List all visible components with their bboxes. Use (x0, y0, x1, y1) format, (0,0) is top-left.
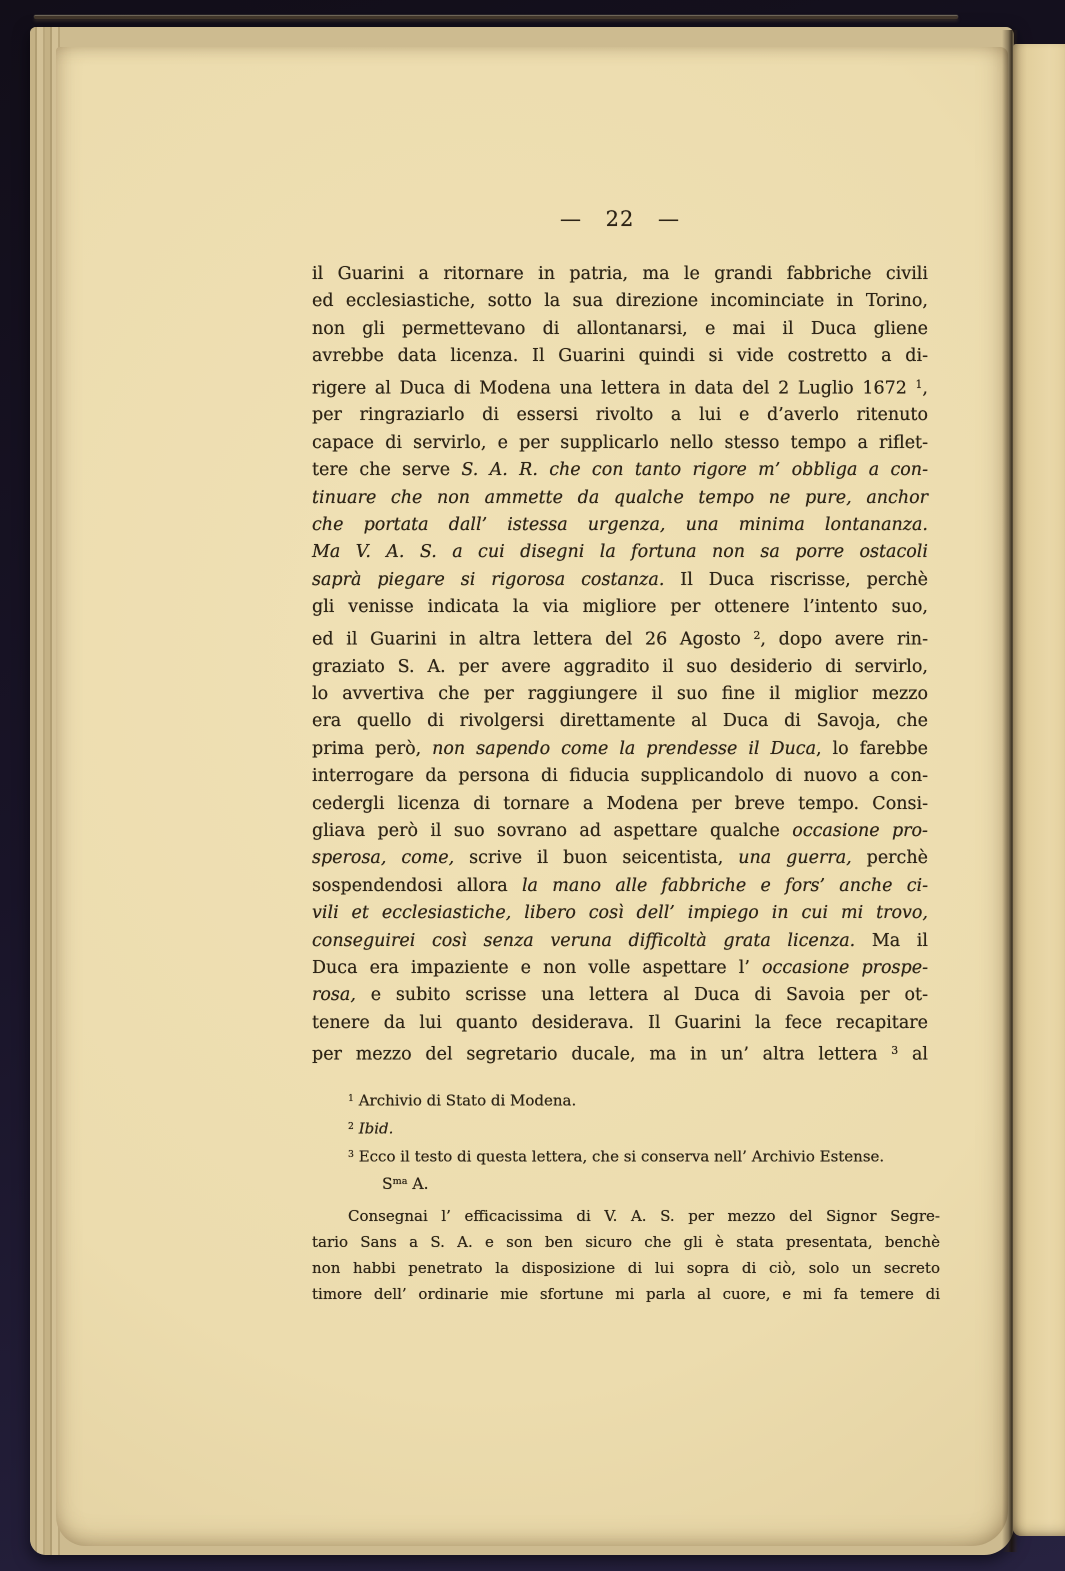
text-segment: perchè (851, 848, 928, 869)
text-segment: tenere da lui quanto desiderava. Il Guarini la fece recapitare (312, 1012, 928, 1033)
text-segment: non habbi penetrato la disposizione di lui sopra di ciò, solo un secreto (312, 1259, 940, 1277)
text-line (312, 1037, 928, 1069)
text-line (312, 261, 928, 288)
body-text (312, 261, 928, 1069)
text-segment: Ecco il testo di questa lettera, che si conserva nell’ Archivio Estense. (353, 1147, 885, 1166)
text-segment: , dopo avere rin- (760, 629, 928, 650)
text-line (312, 539, 928, 566)
text-line (312, 818, 928, 845)
text-line (312, 873, 928, 900)
text-segment: gli venisse indicata la via migliore per ottenere l’intento suo, (312, 597, 928, 618)
text-line (312, 457, 928, 484)
text-segment: la mano alle fabbriche e fors’ anche ci- (521, 875, 929, 896)
text-segment: interrogare da persona di fiducia supplicandolo di nuovo a con- (312, 766, 928, 787)
text-line (312, 900, 928, 927)
text-segment: ed il Guarini in altra lettera del 26 Agosto (312, 629, 754, 650)
text-segment: non gli permettevano di allontanarsi, e mai il Duca gliene (312, 318, 928, 339)
text-line (312, 681, 928, 708)
text-segment: vili et ecclesiastiche, libero così dell’ impiego in cui mi trovo, (312, 903, 928, 924)
text-segment: Ma il (855, 930, 928, 951)
text-segment: Consegnai l’ efficacissima di V. A. S. per mezzo del Signor Segre- (348, 1207, 940, 1225)
text-segment: per ringraziarlo di essersi rivolto a lui e d’averlo ritenuto (312, 405, 928, 426)
page-number: — 22 — (559, 207, 681, 231)
text-segment: Ibid. (358, 1119, 394, 1138)
text-line (312, 371, 928, 403)
text-segment: lo avvertiva che per raggiungere il suo fine il miglior mezzo (312, 683, 928, 704)
text-line (312, 622, 928, 654)
text-line (312, 402, 928, 429)
text-line (312, 512, 928, 539)
text-segment: una guerra, (738, 848, 852, 869)
text-segment: capace di servirlo, e per supplicarlo nello stesso tempo a riflet- (312, 432, 928, 453)
superscript: 3 (891, 1044, 899, 1058)
text-segment: sperosa, come, (312, 848, 455, 869)
letter-salutation (312, 1175, 940, 1193)
text-segment: ed ecclesiastiche, sotto la sua direzione incominciate in Torino, (312, 291, 928, 312)
text-line (312, 485, 928, 512)
text-segment: , lo farebbe (816, 738, 929, 759)
text-segment: cedergli licenza di tornare a Modena per breve tempo. Consi- (312, 793, 928, 814)
text-line (312, 1281, 940, 1307)
text-segment: e subito scrisse una lettera al Duca di Savoia per ot- (355, 985, 928, 1006)
superscript: 2 (348, 1121, 354, 1133)
superscript: 1 (348, 1093, 354, 1104)
footnotes (312, 1086, 940, 1170)
text-line (312, 736, 928, 763)
text-segment: rosa, (312, 985, 356, 1006)
text-segment: Ma V. A. S. a cui disegni la fortuna non sa porre ostacoli (312, 542, 928, 563)
text-line (312, 343, 928, 370)
text-line (312, 288, 928, 315)
text-segment: che portata dall’ istessa urgenza, una minima lontananza. (312, 515, 928, 536)
text-segment: avrebbe data licenza. Il Guarini quindi si vide costretto a di- (312, 346, 928, 367)
superscript: 1 (915, 377, 923, 391)
text-segment: sospendendosi allora (312, 875, 522, 896)
text-segment: tere che serve (312, 460, 462, 481)
text-line (312, 845, 928, 872)
text-line (312, 1142, 940, 1170)
text-line (312, 1010, 928, 1037)
text-segment: conseguirei così senza veruna difficoltà grata licenza. (312, 930, 856, 951)
superscript: 3 (348, 1149, 354, 1161)
text-segment: Archivio di Stato di Modena. (353, 1091, 577, 1110)
text-line (312, 1255, 940, 1281)
text-line (312, 955, 928, 982)
superscript: 2 (753, 628, 761, 642)
text-segment: occasione prospe- (762, 958, 928, 978)
text-segment: tinuare che non ammette da qualche tempo ne pure, anchor (312, 487, 928, 508)
text-segment: il Guarini a ritornare in patria, ma le grandi fabbriche civili (312, 264, 928, 284)
underlying-page-edge (34, 16, 958, 19)
page-sheet (56, 47, 1008, 1546)
text-segment: S. A. R. che con tanto rigore m’ obbliga a con- (461, 460, 928, 481)
text-segment: era quello di rivolgersi direttamente al Duca di Savoja, che (312, 711, 928, 732)
text-line (312, 1203, 940, 1229)
text-line (312, 708, 928, 735)
text-line (312, 1114, 940, 1142)
letter-body (312, 1203, 940, 1307)
facing-page-edge (1013, 44, 1065, 1536)
text-line (312, 654, 928, 681)
text-line (312, 594, 928, 621)
text-line (312, 791, 928, 818)
text-segment: al (898, 1044, 928, 1065)
text-line (312, 763, 928, 790)
text-segment: non sapendo come la prendesse il Duca (432, 738, 817, 759)
text-segment: tario Sans a S. A. e son ben sicuro che gli è stata presentata, benchè (312, 1233, 940, 1251)
text-line (312, 567, 928, 594)
text-segment: per mezzo del segretario ducale, ma in un’ altra lettera (312, 1044, 892, 1065)
text-segment: saprà piegare si rigorosa costanza. (312, 569, 665, 590)
text-line (312, 1229, 940, 1255)
text-segment: rigere al Duca di Modena una lettera in data del 2 Luglio 1672 (312, 378, 916, 399)
text-segment: gliava però il suo sovrano ad aspettare qualche (312, 820, 793, 841)
text-segment: Il Duca riscrisse, perchè (664, 569, 928, 590)
text-segment: occasione pro- (792, 820, 928, 841)
superscript: ma (392, 1176, 408, 1188)
text-segment: , (922, 378, 928, 399)
text-line (312, 982, 928, 1009)
text-segment: graziato S. A. per avere aggradito il suo desiderio di servirlo, (312, 656, 928, 677)
text-segment: Duca era impaziente e non volle aspettare l’ (312, 958, 763, 978)
text-segment: prima però, (312, 738, 433, 759)
text-segment: scrive il buon seicentista, (454, 848, 739, 869)
text-line (312, 1086, 940, 1114)
text-line (312, 316, 928, 343)
text-segment: timore dell’ ordinarie mie sfortune mi parla al cuore, e mi fa temere di (312, 1285, 940, 1303)
text-segment: S (382, 1175, 393, 1193)
text-line (312, 928, 928, 955)
text-line (312, 430, 928, 457)
text-segment: A. (407, 1175, 429, 1193)
